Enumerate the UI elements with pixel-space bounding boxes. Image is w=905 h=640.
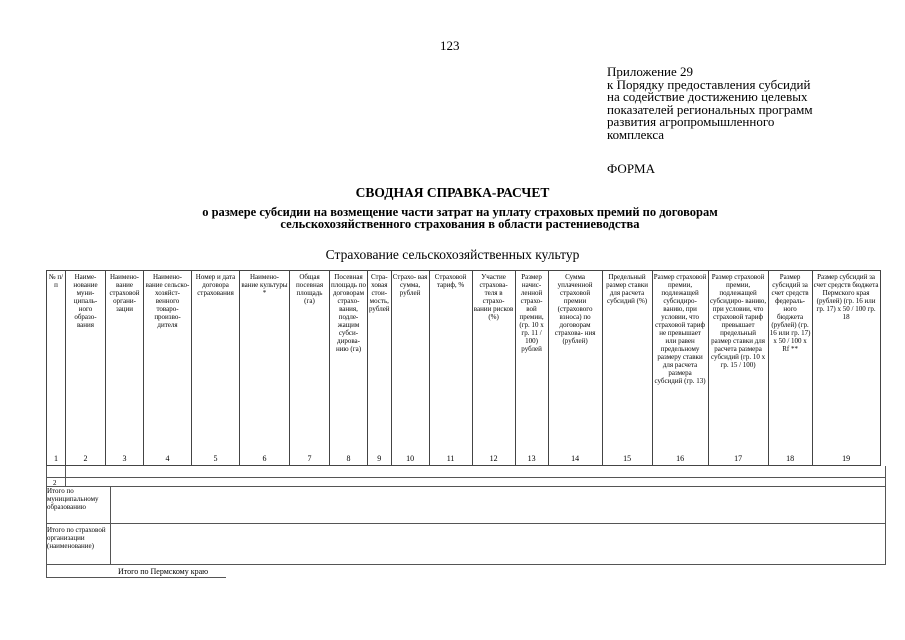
rule-line [46, 477, 886, 478]
column-header: Размер субсидий за счет средств федераль- ного бюджета (рублей) (гр. 16 или гр. 17) х 50 / 100 х Rf ** [768, 271, 812, 452]
appendix-note [607, 66, 897, 141]
column-header: Наимено- вание страховой органи- зации [106, 271, 144, 452]
column-number: 5 [192, 451, 240, 466]
page-number: 123 [440, 38, 460, 53]
column-number: 6 [240, 451, 290, 466]
column-header: № п/п [47, 271, 66, 452]
column-number: 15 [602, 451, 652, 466]
column-header: Размер начис- ленной страхо- вой премии, (гр. 10 х гр. 11 / 100) рублей [515, 271, 548, 452]
rule-line [46, 564, 886, 565]
rule-line [110, 486, 111, 564]
table-header-row [47, 271, 881, 452]
column-number: 2 [66, 451, 106, 466]
column-header: Страховой тариф, % [429, 271, 472, 452]
column-number: 10 [391, 451, 429, 466]
column-number: 17 [708, 451, 768, 466]
total-insurance-label: Итого по страховой организации (наименование) [47, 526, 106, 550]
appendix-line: Приложение 29 [607, 64, 694, 79]
subtitle-line-2: сельскохозяйственного страхования в области растениеводства [280, 217, 640, 231]
column-header: Посевная площадь по договорам страхо- вания, подле- жащим субси- дирова- нию (га) [330, 271, 368, 452]
column-header: Наимено- вание культуры * [240, 271, 290, 452]
rule-line [46, 466, 47, 577]
total-municipal-label: Итого по муниципальному образованию [47, 487, 99, 511]
column-number: 16 [652, 451, 708, 466]
column-number: 4 [144, 451, 192, 466]
rule-line [885, 466, 886, 564]
column-header: Стра- ховая стои- мость, рублей [368, 271, 392, 452]
appendix-line: развития агропромышленного [607, 114, 775, 129]
column-number: 8 [330, 451, 368, 466]
column-number-row [47, 451, 881, 466]
column-header: Размер субсидий за счет средств бюджета Пермского края (рублей) (гр. 16 или гр. 17) х 50 / 100 гр. 18 [812, 271, 880, 452]
total-perm-label: Итого по Пермскому краю [118, 567, 209, 576]
appendix-line: показателей региональных программ [607, 101, 813, 117]
rule-line [46, 523, 886, 524]
column-header: Наиме- нование муни- ципаль- ного образо- вания [66, 271, 106, 452]
column-header: Наимено- вание сельско- хозяйст- венного товаро- произво- дителя [144, 271, 192, 452]
column-number: 19 [812, 451, 880, 466]
document-title: СВОДНАЯ СПРАВКА-РАСЧЕТ [355, 185, 550, 200]
rule-line [65, 466, 66, 486]
column-number: 9 [368, 451, 392, 466]
calculation-table [46, 270, 881, 466]
appendix-line: на содействие достижению целевых [607, 89, 808, 104]
column-number: 13 [515, 451, 548, 466]
column-number: 1 [47, 451, 66, 466]
column-header: Размер страховой премии, подлежащей субсидиро- ванию, при условии, что страховой тариф превышает предельный размер ставки для расчета размера субсидий (гр. 10 х гр. 15 / 100) [708, 271, 768, 452]
section-title: Страхование сельскохозяйственных культур [325, 247, 580, 262]
form-label: ФОРМА [607, 161, 655, 176]
column-header: Участие страхова- теля в страхо- вании рисков (%) [472, 271, 515, 452]
rule-line [46, 577, 226, 578]
column-header: Сумма уплаченной страховой премии (страхового взноса) по договорам страхова- ния (рублей) [548, 271, 602, 452]
subtitle-line-1: о размере субсидии на возмещение части затрат на уплату страховых премий по договорам [202, 205, 718, 219]
column-number: 12 [472, 451, 515, 466]
column-header: Размер страховой премии, подлежащей субсидиро- ванию, при условии, что страховой тариф не превышает или равен предельному размеру ставки для расчета размера субсидий (гр. 13) [652, 271, 708, 452]
column-number: 18 [768, 451, 812, 466]
column-number: 11 [429, 451, 472, 466]
column-number: 3 [106, 451, 144, 466]
rule-line [46, 486, 886, 487]
column-number: 14 [548, 451, 602, 466]
column-header: Номер и дата договора страхования [192, 271, 240, 452]
document-subtitle [120, 206, 800, 230]
column-header: Предельный размер ставки для расчета субсидий (%) [602, 271, 652, 452]
column-header: Общая посевная площадь (га) [290, 271, 330, 452]
row-number-2: 2 [53, 479, 57, 487]
appendix-line: к Порядку предоставления субсидий [607, 76, 811, 92]
column-number: 7 [290, 451, 330, 466]
appendix-line: комплекса [607, 126, 665, 142]
column-header: Страхо- вая сумма, рублей [391, 271, 429, 452]
